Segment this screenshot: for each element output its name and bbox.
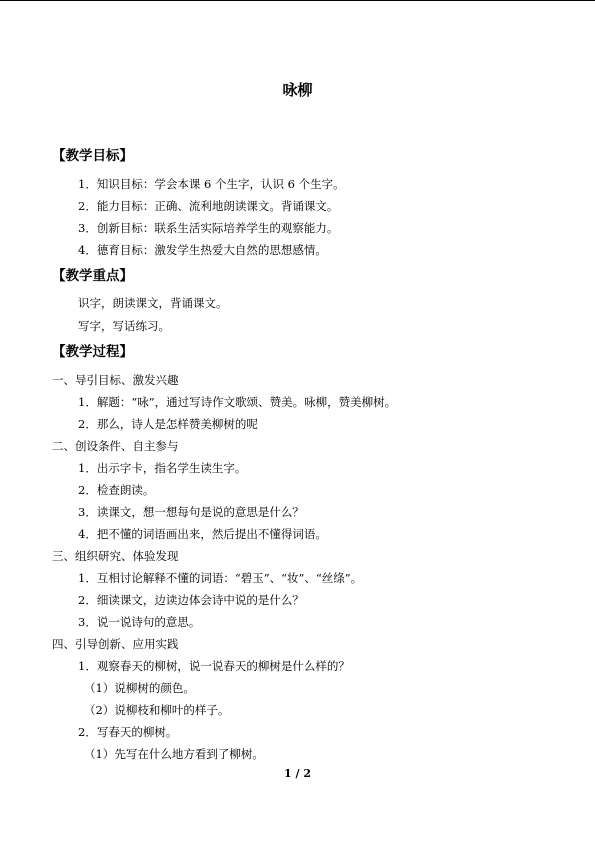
process-item: 2．细读课文，边读边体会诗中说的是什么？ xyxy=(78,593,304,607)
process-subitem: （1）先写在什么地方看到了柳树。 xyxy=(84,747,264,761)
section-heading-focus: 【教学重点】 xyxy=(52,268,133,284)
process-item: 2．写春天的柳树。 xyxy=(78,725,178,739)
process-item: 3．说一说诗句的意思。 xyxy=(78,615,201,629)
section-heading-process: 【教学过程】 xyxy=(52,344,133,360)
goal-item: 3．创新目标：联系生活实际培养学生的观察能力。 xyxy=(78,221,339,235)
process-item: 1．解题：“咏”，通过写诗作文歌颂、赞美。咏柳，赞美柳树。 xyxy=(78,395,397,409)
process-step-heading: 四、引导创新、应用实践 xyxy=(52,637,179,651)
focus-item: 写字，写话练习。 xyxy=(78,319,170,333)
focus-item: 识字，朗读课文，背诵课文。 xyxy=(78,296,228,310)
goal-item: 4．德育目标：激发学生热爱大自然的思想感情。 xyxy=(78,243,327,257)
process-step-heading: 三、组织研究、体验发现 xyxy=(52,549,179,563)
process-step-heading: 二、创设条件、自主参与 xyxy=(52,439,179,453)
process-subitem: （1）说柳树的颜色。 xyxy=(84,681,195,695)
top-rule xyxy=(0,0,595,1)
document-title: 咏柳 xyxy=(282,81,313,99)
process-subitem: （2）说柳枝和柳叶的样子。 xyxy=(84,703,230,717)
process-item: 2．那么，诗人是怎样赞美柳树的呢 xyxy=(78,417,258,431)
process-item: 4．把不懂的词语画出来，然后提出不懂得词语。 xyxy=(78,527,327,541)
goal-item: 2．能力目标：正确、流利地朗读课文。背诵课文。 xyxy=(78,199,339,213)
goal-item: 1．知识目标：学会本课 6 个生字，认识 6 个生字。 xyxy=(78,177,345,191)
process-item: 1．观察春天的柳树，说一说春天的柳树是什么样的？ xyxy=(78,659,350,673)
page-indicator: 1 / 2 xyxy=(284,767,311,780)
process-item: 1．互相讨论解释不懂的词语：“碧玉”、“妆”、“丝绦”。 xyxy=(78,571,363,585)
process-item: 1．出示字卡，指名学生读生字。 xyxy=(78,461,247,475)
section-heading-goals: 【教学目标】 xyxy=(52,148,133,164)
process-item: 3．读课文，想一想每句是说的意思是什么？ xyxy=(78,505,304,519)
process-step-heading: 一、导引目标、激发兴趣 xyxy=(52,373,179,387)
process-item: 2．检查朗读。 xyxy=(78,483,155,497)
